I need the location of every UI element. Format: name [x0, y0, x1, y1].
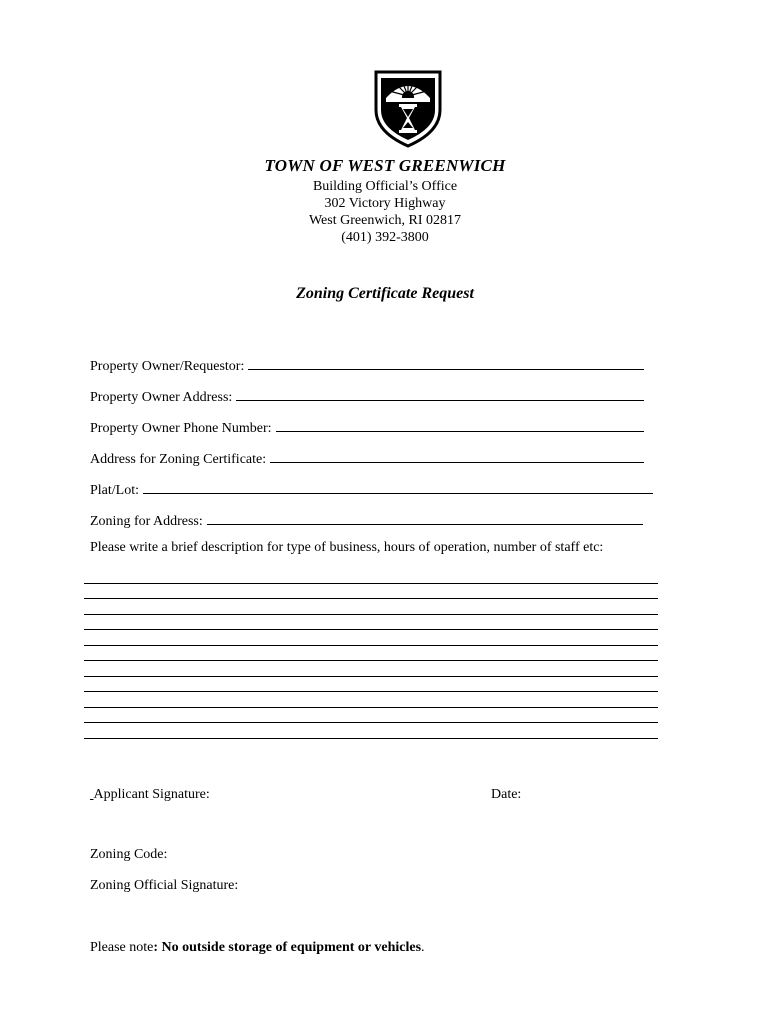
date-label: Date: — [491, 787, 522, 802]
town-name: TOWN OF WEST GREENWICH — [264, 156, 506, 175]
office-phone: (401) 392-3800 — [341, 230, 429, 245]
description-line[interactable] — [84, 615, 658, 631]
description-prompt: Please write a brief description for type of business, hours of operation, number of staff etc: — [90, 540, 604, 555]
city-state-zip: West Greenwich, RI 02817 — [308, 213, 462, 228]
office-address — [0, 178, 770, 246]
note-prefix: Please note — [90, 940, 154, 955]
field-owner-address — [90, 386, 644, 406]
note-suffix: . — [421, 940, 425, 955]
form-title: Zoning Certificate Request — [296, 285, 474, 302]
owner-address-input[interactable] — [236, 386, 644, 401]
town-seal-icon — [372, 70, 444, 148]
description-line[interactable] — [84, 661, 658, 677]
description-line[interactable] — [84, 568, 658, 584]
field-label: Address for Zoning Certificate: — [90, 452, 267, 467]
zoning-official-signature-label: Zoning Official Signature: — [90, 878, 239, 893]
note-bold-text: : No outside storage of equipment or vehicles — [153, 940, 422, 955]
field-plat-lot — [90, 479, 653, 499]
field-label: Zoning for Address: — [90, 514, 203, 529]
description-line[interactable] — [84, 692, 658, 708]
applicant-signature-label: Applicant Signature: — [93, 787, 210, 802]
owner-phone-input[interactable] — [276, 417, 644, 432]
field-zoning-for-address — [90, 510, 643, 530]
description-line[interactable] — [84, 646, 658, 662]
field-owner-phone — [90, 417, 644, 437]
street-address: 302 Victory Highway — [324, 196, 446, 211]
plat-lot-input[interactable] — [143, 479, 653, 494]
description-lines[interactable] — [84, 568, 658, 739]
zoning-address-input[interactable] — [270, 448, 644, 463]
date-field[interactable] — [491, 787, 521, 803]
description-line[interactable] — [84, 584, 658, 600]
description-line[interactable] — [84, 599, 658, 615]
zoning-for-address-input[interactable] — [207, 510, 643, 525]
zoning-code-field[interactable] — [90, 847, 167, 863]
description-line[interactable] — [84, 630, 658, 646]
applicant-signature-field[interactable] — [90, 787, 210, 803]
field-label: Property Owner Address: — [90, 390, 233, 405]
field-label: Plat/Lot: — [90, 483, 139, 498]
zoning-code-label: Zoning Code: — [90, 847, 168, 862]
office-name: Building Official’s Office — [312, 179, 458, 194]
field-label: Property Owner Phone Number: — [90, 421, 272, 436]
zoning-official-signature-field[interactable] — [90, 878, 238, 894]
description-line[interactable] — [84, 723, 658, 739]
field-label: Property Owner/Requestor: — [90, 359, 245, 374]
property-owner-input[interactable] — [248, 355, 644, 370]
field-zoning-address — [90, 448, 644, 468]
field-property-owner — [90, 355, 644, 375]
description-line[interactable] — [84, 677, 658, 693]
description-line[interactable] — [84, 708, 658, 724]
storage-note — [90, 940, 425, 956]
